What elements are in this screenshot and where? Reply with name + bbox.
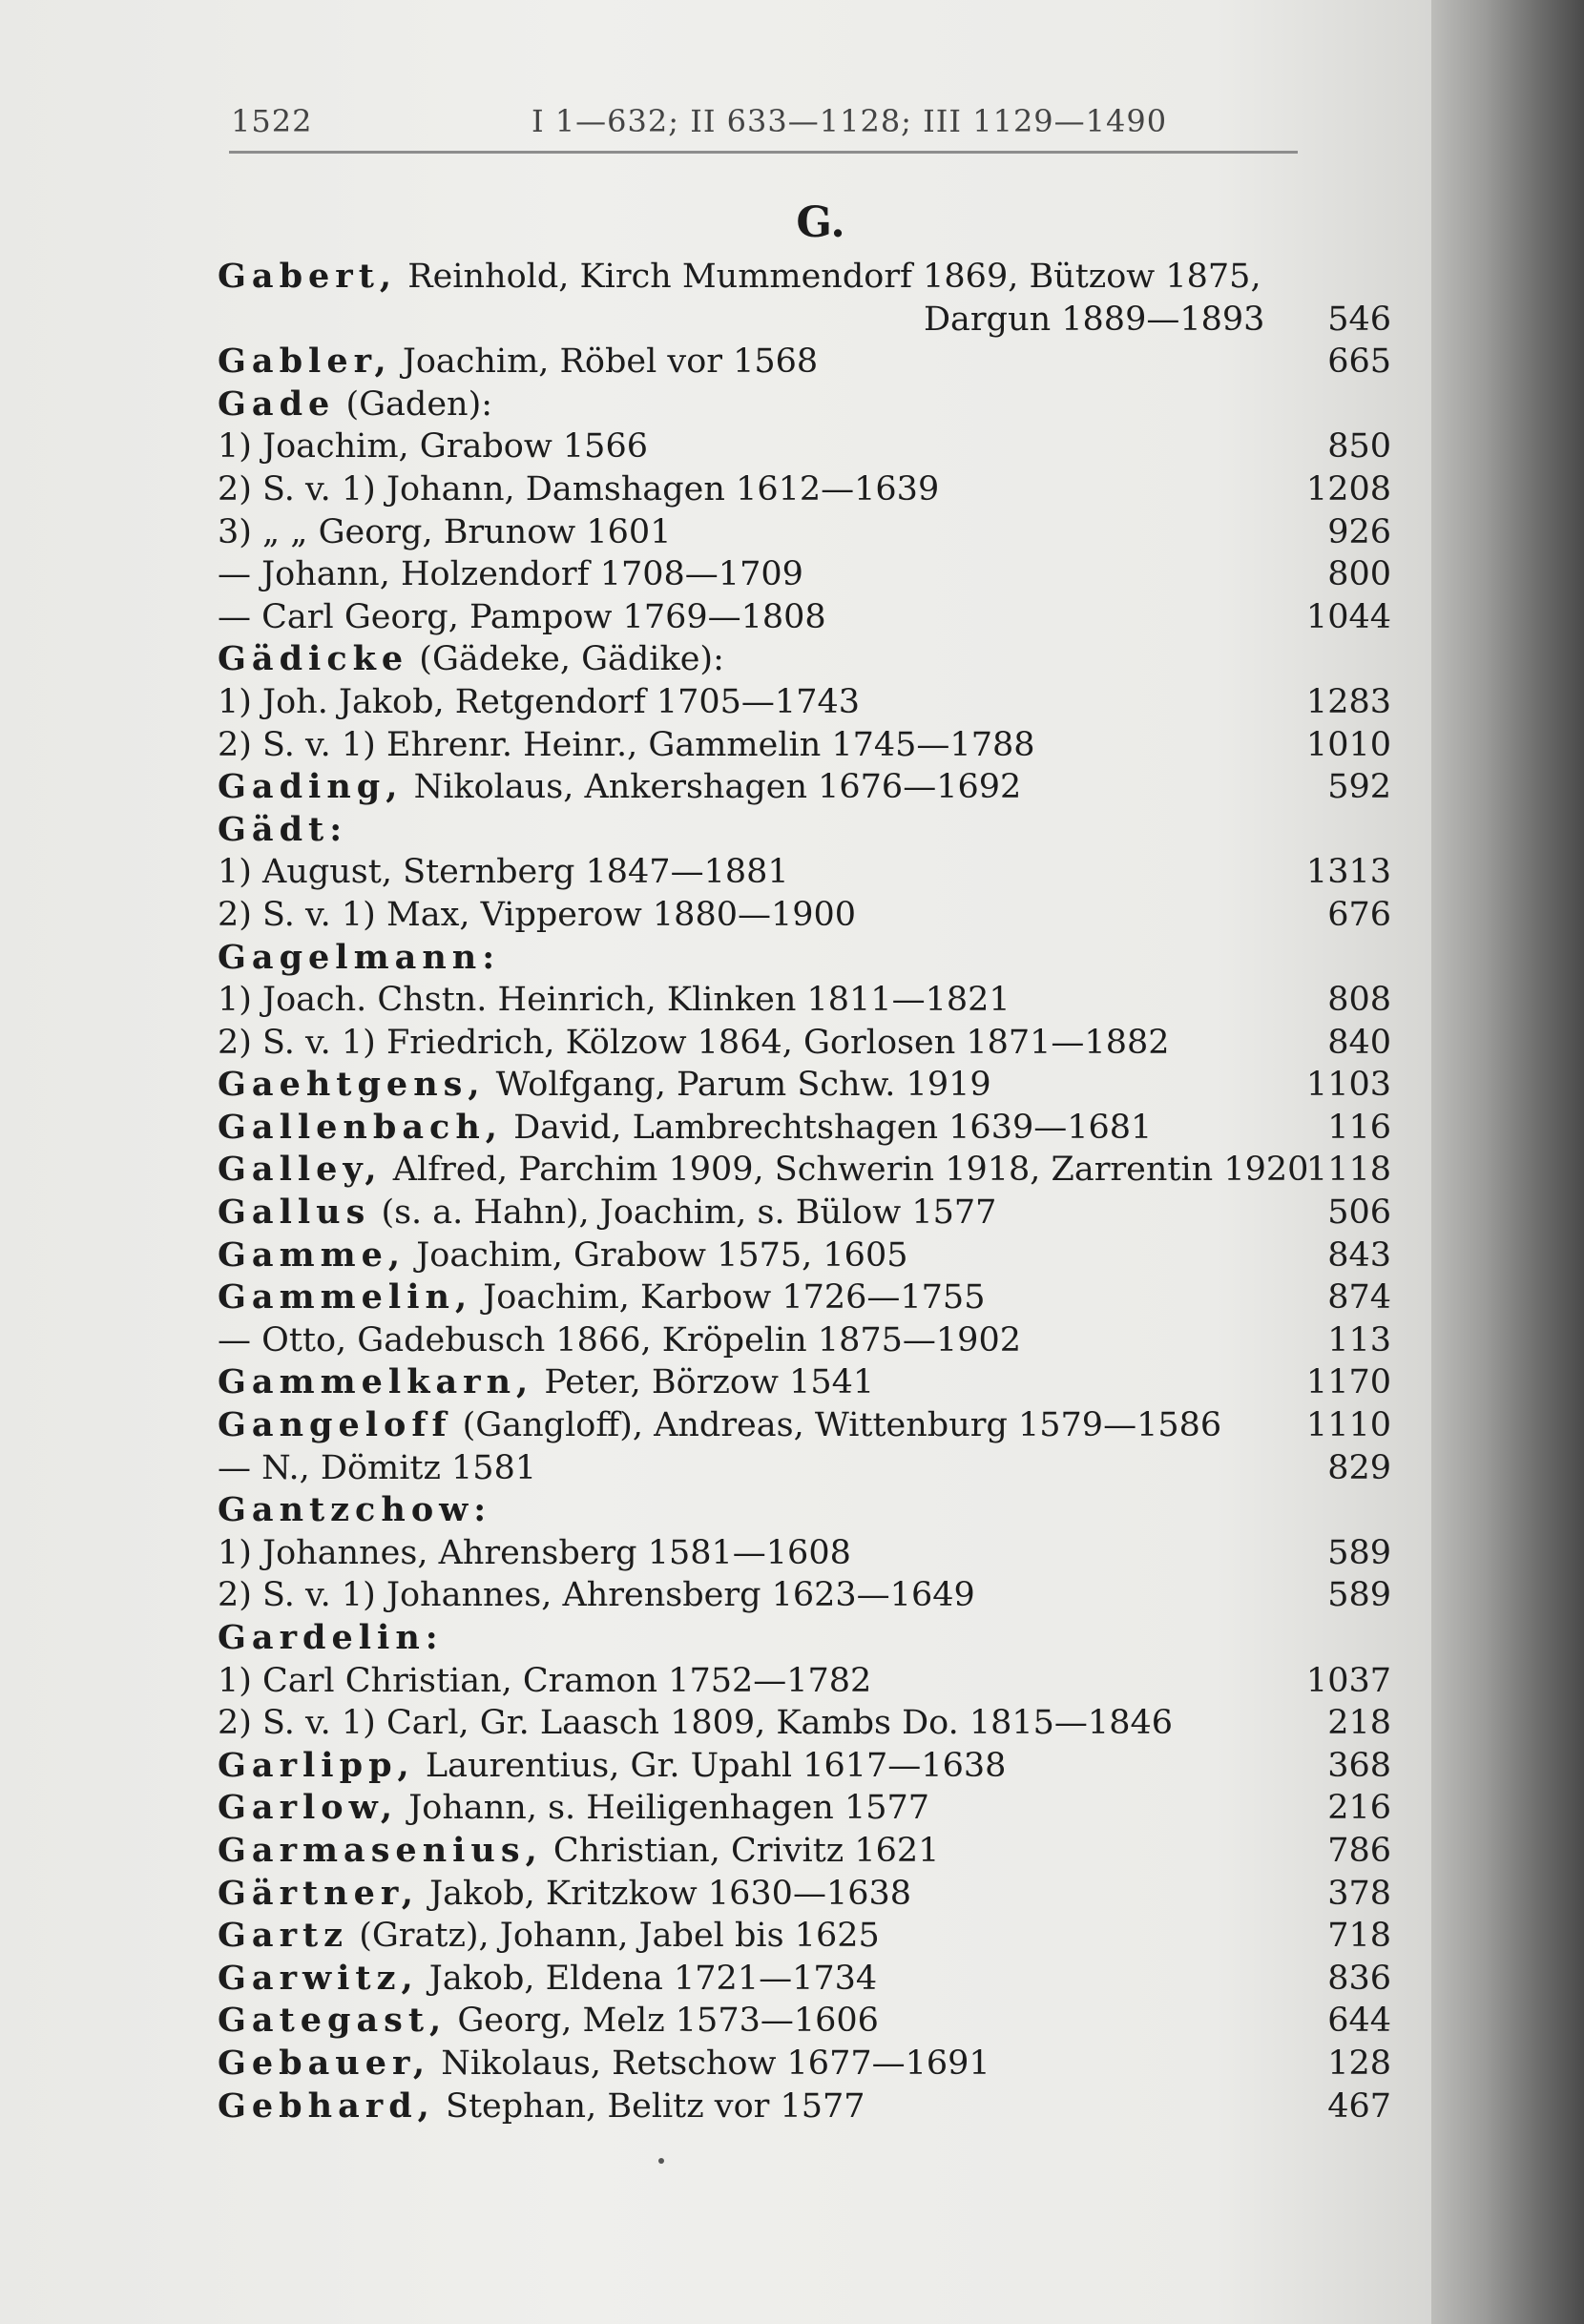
volume-range: I 1—632; II 633—1128; III 1129—1490 (531, 103, 1168, 139)
entry-surname: Gaehtgens, (218, 1065, 486, 1105)
entry-surname: Garlow, (218, 1788, 399, 1828)
entry-page-reference: 592 (1327, 768, 1391, 807)
entry-row (218, 1660, 1391, 1703)
entry-surname: Gebauer, (218, 2043, 431, 2083)
entry-text (218, 511, 671, 554)
entry-row (218, 1958, 1391, 2001)
entry-details: (Gratz), Johann, Jabel bis 1625 (348, 1917, 880, 1956)
entry-details: (Gaden): (335, 384, 493, 424)
entry-text (218, 468, 939, 511)
entry-text (218, 979, 1011, 1022)
section-letter: G. (796, 198, 845, 247)
entry-page-reference: 116 (1327, 1108, 1391, 1147)
entry-row (218, 1787, 1391, 1830)
entry-text (218, 766, 1021, 809)
entry-row (218, 1319, 1391, 1362)
entry-details: Nikolaus, Retschow 1677—1691 (430, 2044, 990, 2083)
entry-details: 1) Joachim, Grabow 1566 (218, 427, 648, 467)
entry-row (218, 766, 1391, 809)
entry-text (218, 1532, 851, 1575)
entry-details: Joachim, Grabow 1575, 1605 (406, 1235, 908, 1275)
entry-details: 1) August, Sternberg 1847—1881 (218, 853, 789, 892)
entry-surname: Gantzchow: (218, 1490, 492, 1530)
entry-row (218, 341, 1391, 384)
entry-details: 1) Carl Christian, Cramon 1752—1782 (218, 1661, 872, 1700)
entry-page-reference: 467 (1327, 2086, 1391, 2126)
entry-text (218, 425, 648, 468)
entry-details: 2) S. v. 1) Friedrich, Kölzow 1864, Gorlosen 1871—1882 (218, 1023, 1170, 1062)
entry-details: 1) Johannes, Ahrensberg 1581—1608 (218, 1533, 851, 1572)
entry-details: Nikolaus, Ankershagen 1676—1692 (403, 768, 1022, 807)
entry-text (218, 1489, 491, 1532)
entry-surname: Gädt: (218, 809, 348, 849)
entry-row (218, 979, 1391, 1022)
entry-text (218, 2085, 865, 2128)
entry-surname: Gading, (218, 767, 404, 807)
entry-text (218, 1617, 444, 1660)
entry-row (218, 1617, 1391, 1660)
entry-text (218, 1447, 536, 1490)
entry-page-reference: 786 (1327, 1831, 1391, 1870)
entry-details: (s. a. Hahn), Joachim, s. Bülow 1577 (370, 1193, 997, 1233)
entry-row (218, 1276, 1391, 1319)
running-header (221, 103, 1300, 145)
entry-surname: Gangeloff (218, 1405, 452, 1445)
entry-surname: Gabler, (218, 342, 392, 382)
entry-details: Peter, Börzow 1541 (533, 1363, 875, 1402)
entry-surname: Galley, (218, 1150, 383, 1190)
entry-row (218, 1489, 1391, 1532)
page-number: 1522 (231, 103, 313, 139)
entry-row (218, 724, 1391, 767)
entry-surname: Gammelin, (218, 1277, 473, 1318)
entry-text (218, 341, 818, 384)
entry-surname: Gädicke (218, 639, 409, 679)
entry-surname: Gategast, (218, 2001, 448, 2041)
page-speck (658, 2158, 664, 2164)
entry-text (218, 1745, 1006, 1788)
entry-details: 2) S. v. 1) Max, Vipperow 1880—1900 (218, 895, 857, 934)
entry-details: 3) „ „ Georg, Brunow 1601 (218, 512, 672, 551)
entry-page-reference: 218 (1327, 1704, 1391, 1743)
entry-text (218, 724, 1035, 767)
entry-row (218, 596, 1391, 639)
entry-text (218, 256, 1261, 299)
entry-page-reference: 378 (1327, 1874, 1391, 1913)
entry-row (218, 2000, 1391, 2043)
entry-page-reference: 1283 (1305, 682, 1391, 721)
entry-details: — N., Dömitz 1581 (218, 1448, 537, 1487)
entry-page-reference: 1037 (1305, 1661, 1391, 1700)
entry-surname: Gallenbach, (218, 1107, 503, 1147)
entry-text (218, 638, 724, 681)
entry-page-reference: 1110 (1305, 1406, 1391, 1445)
entry-row (218, 1192, 1391, 1235)
entry-surname: Gartz (218, 1916, 349, 1956)
entry-surname: Gade (218, 384, 336, 424)
entry-surname: Gärtner, (218, 1873, 419, 1913)
entry-page-reference: 1313 (1305, 853, 1391, 892)
entry-details: Wolfgang, Parum Schw. 1919 (485, 1066, 991, 1105)
entry-row (218, 384, 1391, 426)
entry-details: Joachim, Röbel vor 1568 (391, 342, 819, 382)
entry-text (218, 1873, 911, 1916)
entry-details: Joachim, Karbow 1726—1755 (472, 1278, 986, 1318)
entry-row (218, 851, 1391, 894)
entry-text (924, 299, 1264, 342)
entry-page-reference: 843 (1327, 1235, 1391, 1275)
entry-page-reference: 874 (1327, 1278, 1391, 1318)
entry-surname: Gebhard, (218, 2085, 435, 2126)
entry-details: David, Lambrechtshagen 1639—1681 (502, 1108, 1153, 1147)
entry-details: 2) S. v. 1) Johann, Damshagen 1612—1639 (218, 469, 940, 508)
entry-page-reference: 676 (1327, 895, 1391, 934)
entry-details: Georg, Melz 1573—1606 (447, 2002, 879, 2041)
entry-row (218, 1022, 1391, 1065)
entry-page-reference: 840 (1327, 1023, 1391, 1062)
entry-page-reference: 506 (1327, 1193, 1391, 1233)
entry-row (218, 1149, 1391, 1192)
entry-page-reference: 829 (1327, 1448, 1391, 1487)
entry-row (218, 1361, 1391, 1404)
entry-page-reference: 850 (1327, 427, 1391, 467)
entry-text (218, 1149, 1308, 1192)
entry-text (218, 384, 492, 426)
entry-text (218, 1915, 880, 1958)
entry-row (218, 937, 1391, 980)
entry-row (218, 1830, 1391, 1873)
entry-list (218, 256, 1391, 2127)
entry-text (218, 1787, 929, 1830)
entry-surname: Gammelkarn, (218, 1362, 534, 1402)
entry-text (218, 894, 856, 937)
entry-surname: Garwitz, (218, 1958, 419, 1998)
entry-details: 2) S. v. 1) Carl, Gr. Laasch 1809, Kambs Do. 1815—1846 (218, 1704, 1174, 1743)
entry-row (218, 1404, 1391, 1447)
entry-page-reference: 665 (1327, 342, 1391, 382)
entry-surname: Gabert, (218, 257, 398, 296)
entry-page-reference: 216 (1327, 1789, 1391, 1828)
entry-text (218, 1830, 939, 1873)
entry-row (218, 1107, 1391, 1150)
entry-text (218, 1702, 1173, 1745)
entry-text (218, 1064, 991, 1107)
entry-text (218, 681, 860, 724)
entry-text (218, 1276, 985, 1319)
entry-surname: Gallus (218, 1193, 371, 1233)
entry-surname: Gardelin: (218, 1618, 444, 1657)
entry-surname: Gamme, (218, 1235, 406, 1275)
entry-text (218, 596, 826, 639)
entry-details: Reinhold, Kirch Mummendorf 1869, Bützow 1875, (397, 258, 1261, 296)
entry-page-reference: 800 (1327, 555, 1391, 594)
entry-text (218, 1574, 975, 1617)
entry-row (218, 553, 1391, 596)
entry-surname: Garlipp, (218, 1745, 415, 1785)
entry-page-reference: 113 (1327, 1320, 1391, 1359)
entry-details: 2) S. v. 1) Ehrenr. Heinr., Gammelin 1745—1788 (218, 725, 1035, 764)
entry-details: Jakob, Kritzkow 1630—1638 (418, 1874, 912, 1913)
header-rule (229, 151, 1298, 154)
entry-text (218, 1361, 874, 1404)
entry-page-reference: 1170 (1305, 1363, 1391, 1402)
entry-details: Stephan, Belitz vor 1577 (434, 2086, 865, 2126)
entry-details: Alfred, Parchim 1909, Schwerin 1918, Zarrentin 1920 (382, 1151, 1309, 1190)
entry-row (218, 468, 1391, 511)
entry-row (218, 1532, 1391, 1575)
entry-surname: Gagelmann: (218, 937, 501, 977)
entry-details: 1) Joach. Chstn. Heinrich, Klinken 1811—1821 (218, 981, 1011, 1020)
entry-page-reference: 926 (1327, 512, 1391, 551)
entry-row (218, 1447, 1391, 1490)
book-edge-shadow (1431, 0, 1584, 2324)
entry-details: — Johann, Holzendorf 1708—1709 (218, 555, 803, 594)
entry-row (218, 809, 1391, 852)
entry-text (218, 937, 500, 980)
entry-row (218, 2085, 1391, 2128)
entry-text (218, 809, 347, 852)
entry-page-reference: 1103 (1305, 1066, 1391, 1105)
entry-row (218, 1745, 1391, 1788)
entry-page-reference: 128 (1327, 2044, 1391, 2083)
entry-text (218, 1404, 1221, 1447)
entry-details: (Gangloff), Andreas, Wittenburg 1579—1586 (451, 1406, 1222, 1445)
entry-page-reference: 589 (1327, 1533, 1391, 1572)
entry-text (218, 851, 789, 894)
entry-page-reference: 718 (1327, 1917, 1391, 1956)
entry-text (218, 2043, 990, 2085)
entry-page-reference: 546 (1327, 300, 1391, 339)
entry-row (218, 1915, 1391, 1958)
entry-text (218, 1660, 871, 1703)
entry-text (218, 1958, 877, 2001)
entry-row (218, 638, 1391, 681)
entry-row (218, 1235, 1391, 1277)
entry-details: Laurentius, Gr. Upahl 1617—1638 (414, 1746, 1007, 1785)
entry-page-reference: 644 (1327, 2002, 1391, 2041)
entry-row (218, 1064, 1391, 1107)
entry-page-reference: 1044 (1305, 597, 1391, 636)
entry-details: (Gädeke, Gädike): (408, 640, 724, 679)
entry-row (218, 299, 1391, 342)
entry-details: Johann, s. Heiligenhagen 1577 (398, 1789, 930, 1828)
entry-text (218, 2000, 879, 2043)
entry-row (218, 1702, 1391, 1745)
entry-row (218, 1574, 1391, 1617)
entry-text (218, 553, 803, 596)
entry-text (218, 1107, 1152, 1150)
entry-details: Dargun 1889—1893 (924, 300, 1265, 339)
entry-text (218, 1192, 996, 1235)
entry-page-reference: 1208 (1305, 469, 1391, 508)
entry-page-reference: 1010 (1305, 725, 1391, 764)
entry-page-reference: 836 (1327, 1959, 1391, 1998)
entry-page-reference: 589 (1327, 1576, 1391, 1615)
entry-page-reference: 368 (1327, 1746, 1391, 1785)
entry-page-reference: 808 (1327, 981, 1391, 1020)
entry-row (218, 1873, 1391, 1916)
entry-row (218, 425, 1391, 468)
entry-row (218, 511, 1391, 554)
entry-details: 2) S. v. 1) Johannes, Ahrensberg 1623—1649 (218, 1576, 975, 1615)
entry-details: 1) Joh. Jakob, Retgendorf 1705—1743 (218, 682, 860, 721)
entry-details: — Otto, Gadebusch 1866, Kröpelin 1875—1902 (218, 1320, 1021, 1359)
entry-row (218, 2043, 1391, 2085)
entry-page-reference: 1118 (1305, 1151, 1391, 1190)
entry-text (218, 1235, 907, 1277)
entry-text (218, 1022, 1170, 1065)
entry-row (218, 894, 1391, 937)
entry-text (218, 1319, 1021, 1362)
entry-row (218, 256, 1391, 299)
entry-row (218, 681, 1391, 724)
entry-details: Jakob, Eldena 1721—1734 (418, 1959, 878, 1998)
entry-surname: Garmasenius, (218, 1830, 543, 1870)
entry-details: — Carl Georg, Pampow 1769—1808 (218, 597, 826, 636)
entry-details: Christian, Crivitz 1621 (542, 1831, 940, 1870)
